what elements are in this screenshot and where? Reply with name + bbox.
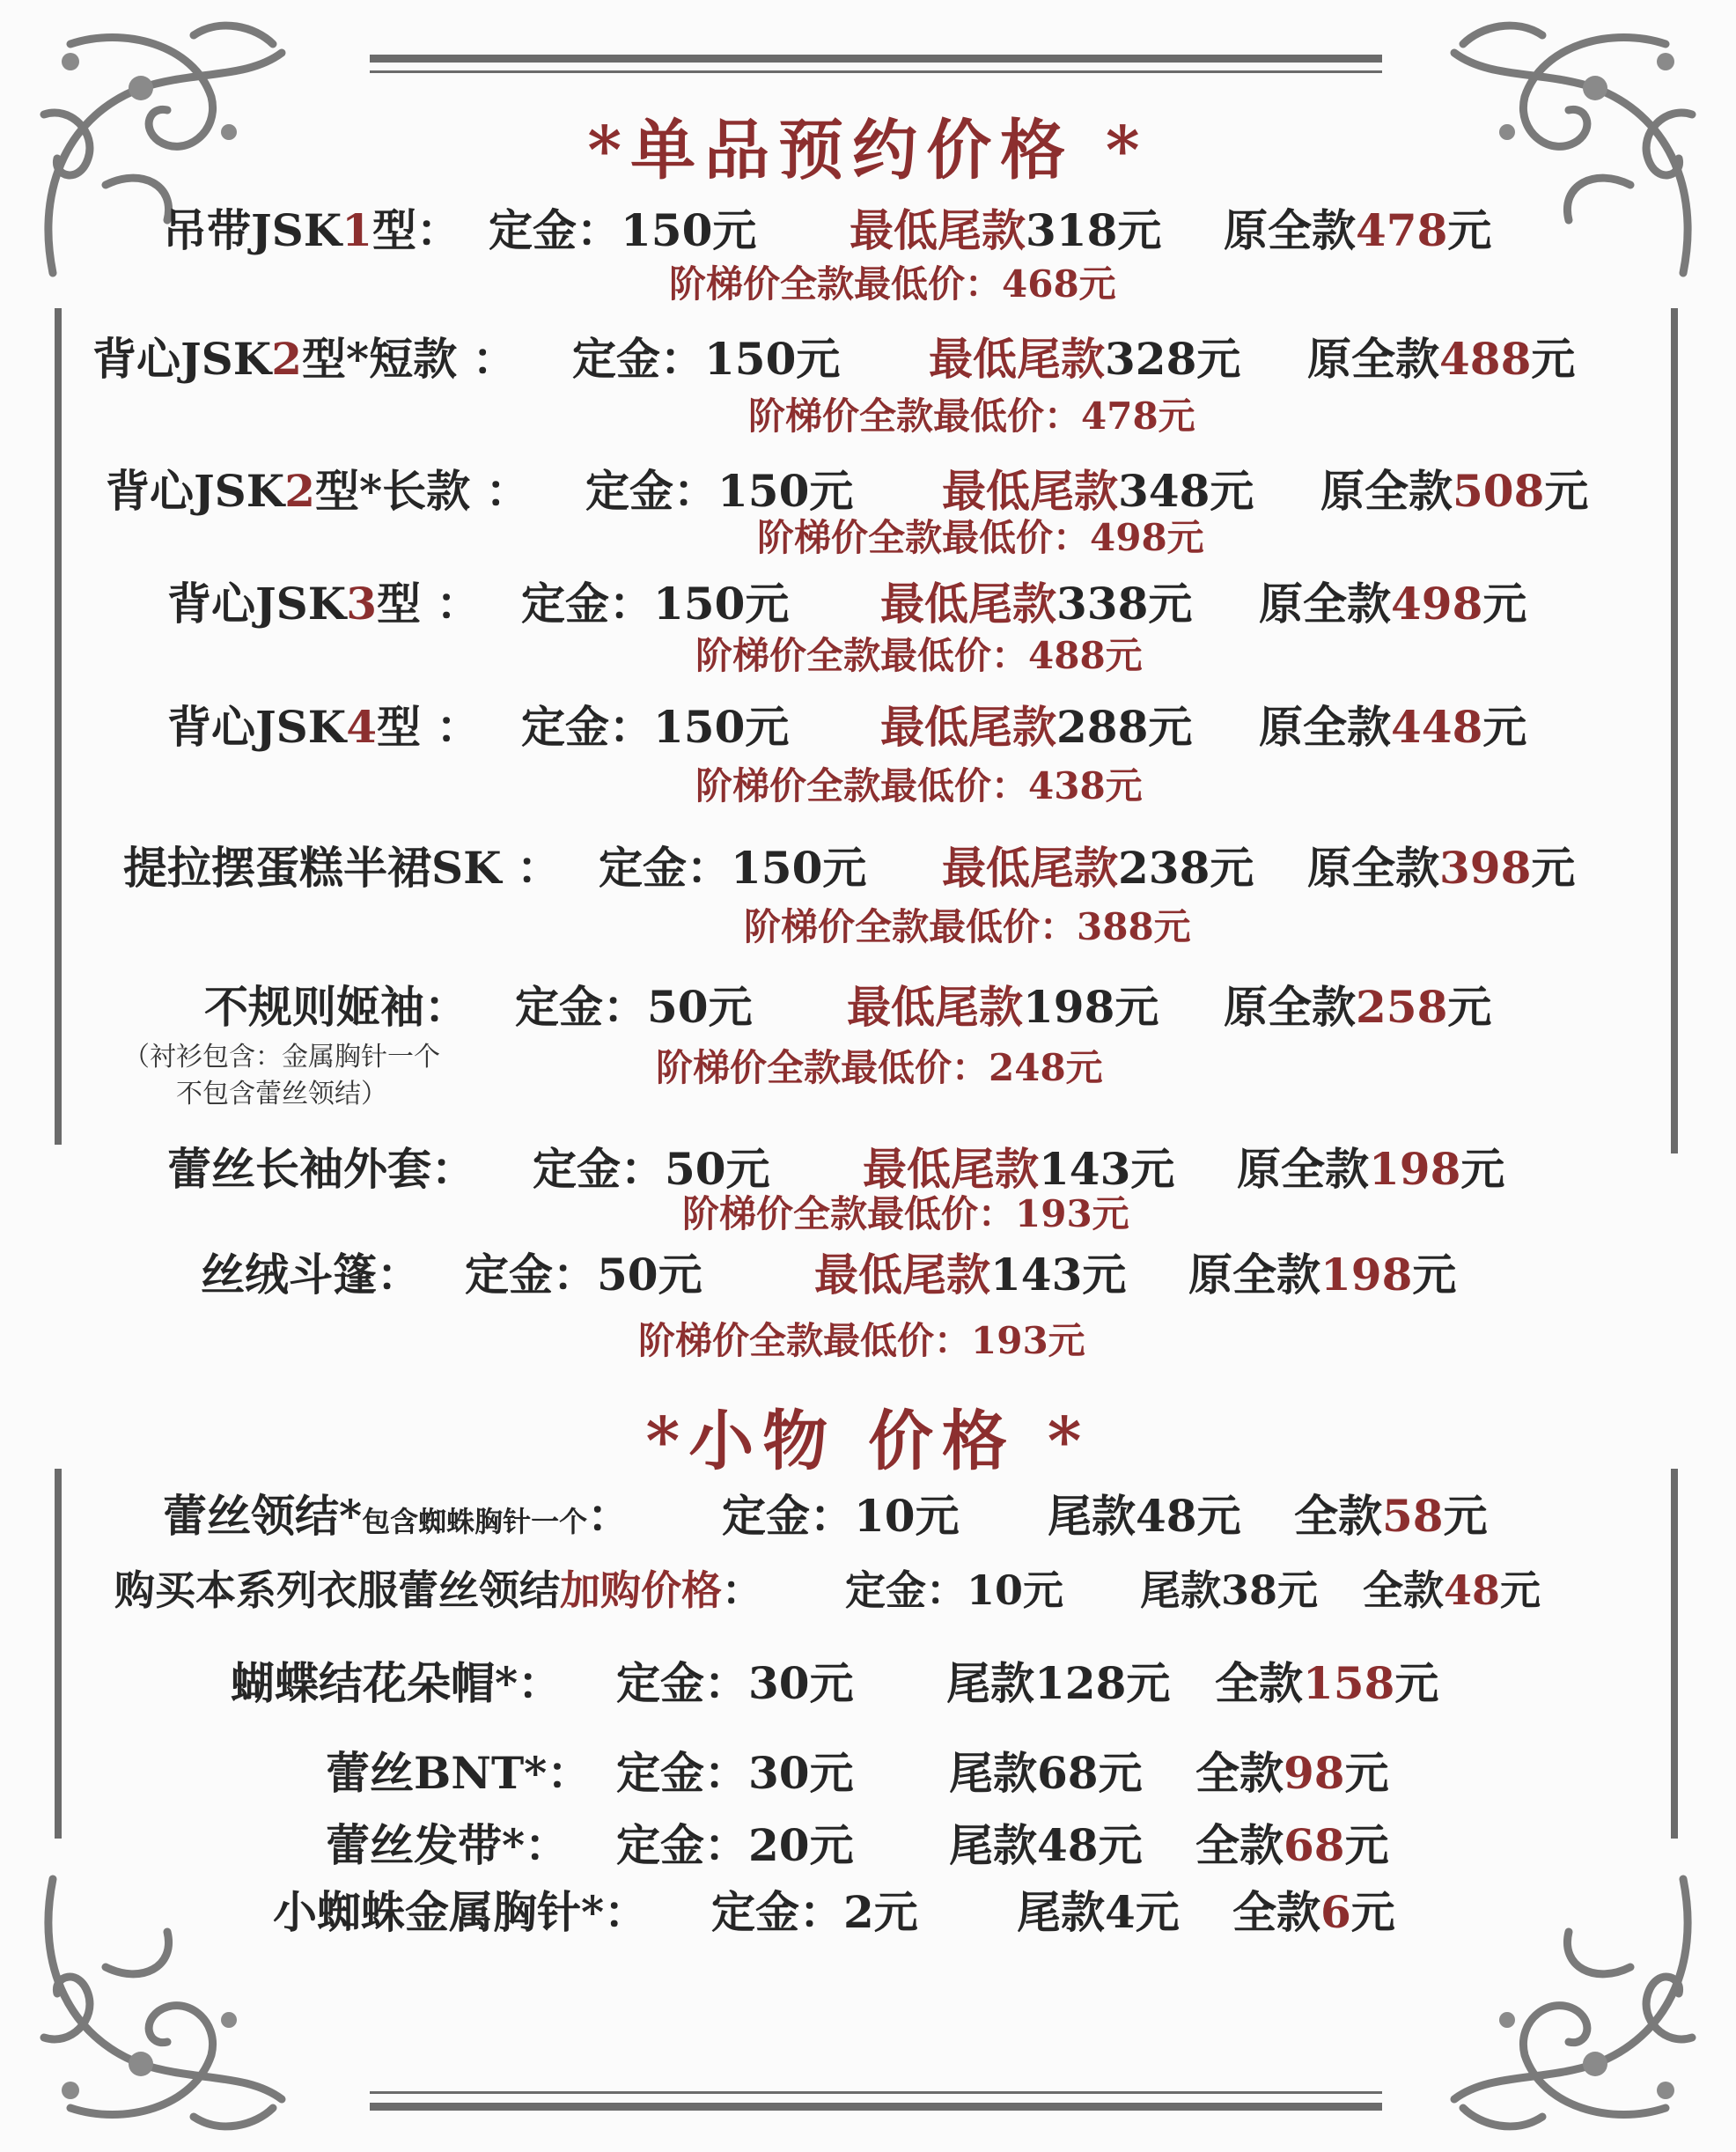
- small-item-row: [0, 1559, 1736, 1620]
- ladder-price: 阶梯价全款最低价：488元: [695, 634, 1143, 677]
- frame-top-line-thin: [370, 70, 1382, 73]
- deposit: 定金：30元: [616, 1747, 854, 1799]
- item-note: （衬衫包含：金属胸针一个 不包含蕾丝领结）: [123, 1042, 440, 1109]
- deposit: 定金：150元: [521, 578, 790, 630]
- item-name: 蝴蝶结花朵帽*：: [231, 1657, 563, 1709]
- item-name: 购买本系列衣服蕾丝领结加购价格：: [114, 1566, 762, 1614]
- deposit: 定金：2元: [711, 1886, 918, 1938]
- ladder-price: 阶梯价全款最低价：498元: [757, 516, 1204, 559]
- item-name: 吊带JSK1型：: [163, 204, 461, 256]
- item-name: 背心JSK3型 ：: [167, 578, 481, 630]
- final-payment: 尾款68元: [949, 1747, 1143, 1799]
- single-item-row: [0, 324, 1736, 386]
- deposit: 定金：50元: [515, 981, 753, 1033]
- final-payment: 最低尾款238元: [942, 842, 1254, 894]
- full-price: 原全款498元: [1259, 578, 1527, 630]
- single-item-row: [0, 195, 1736, 257]
- section-title-small: *小物 价格 *: [645, 1404, 1091, 1479]
- item-name: 蕾丝长袖外套：: [167, 1143, 475, 1195]
- full-price: 全款98元: [1195, 1747, 1389, 1799]
- full-price: 原全款198元: [1237, 1143, 1505, 1195]
- item-name: 小蜘蛛金属胸针*：: [273, 1886, 649, 1938]
- single-item-row: [0, 692, 1736, 754]
- single-item-row: [0, 1240, 1736, 1301]
- ladder-price: 阶梯价全款最低价：388元: [744, 905, 1191, 948]
- final-payment: 最低尾款143元: [863, 1143, 1175, 1195]
- full-price: 全款48元: [1363, 1566, 1541, 1614]
- item-name: 蕾丝领结*包含蜘蛛胸针一个：: [163, 1490, 632, 1542]
- final-payment: 尾款38元: [1140, 1566, 1319, 1614]
- deposit: 定金：30元: [616, 1657, 854, 1709]
- single-item-row: [0, 972, 1736, 1034]
- item-name: 背心JSK4型 ：: [167, 701, 481, 753]
- deposit: 定金：150元: [599, 842, 867, 894]
- final-payment: 最低尾款143元: [814, 1249, 1127, 1301]
- deposit: 定金：150元: [572, 333, 841, 385]
- final-payment: 最低尾款338元: [880, 578, 1193, 630]
- deposit: 定金：150元: [489, 204, 757, 256]
- final-payment: 最低尾款198元: [847, 981, 1159, 1033]
- ladder-price: 阶梯价全款最低价：478元: [748, 394, 1195, 438]
- full-price: 原全款448元: [1259, 701, 1527, 753]
- deposit: 定金：150元: [585, 465, 854, 517]
- full-price: 全款68元: [1195, 1819, 1389, 1871]
- full-price: 原全款258元: [1224, 981, 1492, 1033]
- full-price: 原全款488元: [1307, 333, 1576, 385]
- single-item-row: [0, 569, 1736, 630]
- deposit: 定金：50元: [465, 1249, 702, 1301]
- small-item-row: [0, 1877, 1736, 1939]
- final-payment: 尾款48元: [1048, 1490, 1241, 1542]
- frame-bottom-line: [370, 2103, 1382, 2111]
- full-price: 原全款478元: [1224, 204, 1492, 256]
- small-item-row: [0, 1738, 1736, 1800]
- single-item-row: [0, 833, 1736, 895]
- full-price: 原全款398元: [1307, 842, 1576, 894]
- full-price: 全款158元: [1215, 1657, 1439, 1709]
- full-price: 原全款198元: [1188, 1249, 1457, 1301]
- ladder-price: 阶梯价全款最低价：468元: [669, 262, 1116, 306]
- section-title-single: *单品预约价格 *: [587, 113, 1149, 188]
- deposit: 定金：20元: [616, 1819, 854, 1871]
- item-name: 蕾丝发带*：: [326, 1819, 570, 1871]
- small-item-row: [0, 1810, 1736, 1872]
- item-name: 背心JSK2型*短款 ：: [92, 333, 517, 385]
- final-payment: 最低尾款328元: [929, 333, 1241, 385]
- final-payment: 最低尾款318元: [850, 204, 1162, 256]
- deposit: 定金：10元: [845, 1566, 1064, 1614]
- final-payment: 尾款4元: [1017, 1886, 1180, 1938]
- item-name: 不规则姬袖：: [204, 981, 468, 1033]
- full-price: 全款58元: [1294, 1490, 1488, 1542]
- deposit: 定金：50元: [533, 1143, 770, 1195]
- frame-top-line: [370, 55, 1382, 63]
- small-item-row: [0, 1481, 1736, 1543]
- full-price: 原全款508元: [1320, 465, 1589, 517]
- ladder-price: 阶梯价全款最低价：193元: [682, 1192, 1129, 1235]
- full-price: 全款6元: [1232, 1886, 1395, 1938]
- ladder-price: 阶梯价全款最低价：193元: [638, 1319, 1085, 1362]
- frame-bottom-line-thin: [370, 2091, 1382, 2094]
- item-name: 背心JSK2型*长款 ：: [106, 465, 530, 517]
- small-item-row: [0, 1648, 1736, 1710]
- final-payment: 尾款128元: [946, 1657, 1171, 1709]
- final-payment: 最低尾款288元: [880, 701, 1193, 753]
- deposit: 定金：10元: [722, 1490, 960, 1542]
- item-name: 丝绒斗篷：: [201, 1249, 421, 1301]
- item-name: 提拉摆蛋糕半裙SK ：: [123, 842, 561, 894]
- final-payment: 尾款48元: [949, 1819, 1143, 1871]
- item-name: 蕾丝BNT*：: [326, 1747, 592, 1799]
- ladder-price: 阶梯价全款最低价：438元: [695, 764, 1143, 807]
- ladder-price: 阶梯价全款最低价：248元: [656, 1046, 1103, 1089]
- deposit: 定金：150元: [521, 701, 790, 753]
- final-payment: 最低尾款348元: [942, 465, 1254, 517]
